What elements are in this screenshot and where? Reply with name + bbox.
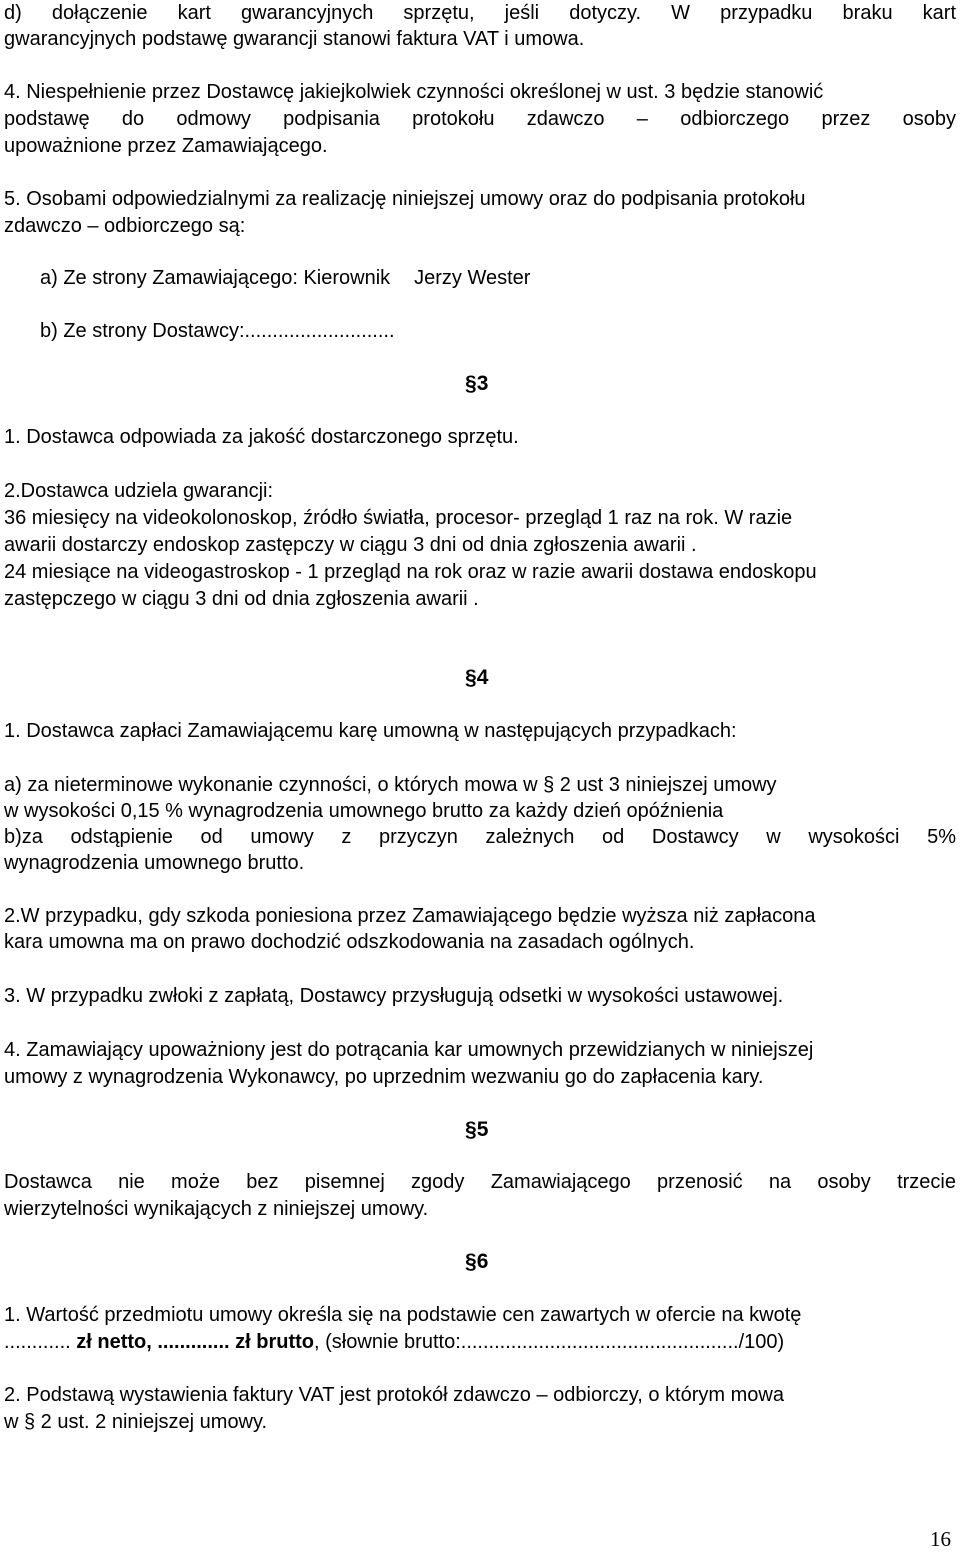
amount-blank: ............ [4, 1331, 71, 1353]
section-sign: § [465, 1118, 477, 1141]
text-line: upoważnione przez Zamawiającego. [4, 135, 328, 157]
section-number: 4 [476, 666, 489, 689]
text-line: wynagrodzenia umownego brutto. [4, 852, 305, 874]
list-item [40, 265, 530, 291]
amount-blank: ............. [151, 1331, 230, 1353]
list-item: b) Ze strony Dostawcy:........................... [40, 320, 395, 342]
text-line: d) dołączenie kart gwarancyjnych sprzętu, jeśli dotyczy. W przypadku braku kart [4, 2, 956, 24]
gross-label: zł brutto [229, 1331, 315, 1353]
text-line: w § 2 ust. 2 niniejszej umowy. [4, 1411, 268, 1433]
text-line: umowy z wynagrodzenia Wykonawcy, po uprzednim wezwaniu go do zapłacenia kary. [4, 1066, 764, 1088]
text-line: 1. Wartość przedmiotu umowy określa się na podstawie cen zawartych w ofercie na kwotę [4, 1304, 802, 1326]
text-line: 3. W przypadku zwłoki z zapłatą, Dostawcy przysługują odsetki w wysokości ustawowej. [4, 985, 784, 1007]
text-line: 2. Podstawą wystawienia faktury VAT jest protokół zdawczo – odbiorczy, o którym mowa [4, 1384, 784, 1406]
text-line: 4. Niespełnienie przez Dostawcę jakiejkolwiek czynności określonej w ust. 3 będzie stanowić [4, 81, 824, 103]
text-line: podstawę do odmowy podpisania protokołu zdawczo – odbiorczego przez osoby [4, 108, 956, 130]
section-sign: § [465, 372, 477, 395]
text-line: a) za nieterminowe wykonanie czynności, o których mowa w § 2 ust 3 niniejszej umowy [4, 774, 777, 796]
text-line: 1. Dostawca zapłaci Zamawiającemu karę umowną w następujących przypadkach: [4, 720, 737, 742]
section-heading [465, 1117, 488, 1143]
text-line: zdawczo – odbiorczego są: [4, 215, 246, 237]
section-number: 5 [476, 1118, 489, 1141]
section-sign: § [465, 1250, 477, 1273]
section-sign: § [465, 666, 477, 689]
section-number: 6 [476, 1250, 489, 1273]
text-line: kara umowna ma on prawo dochodzić odszkodowania na zasadach ogólnych. [4, 931, 695, 953]
section-heading [465, 665, 488, 691]
text-line: 2.Dostawca udziela gwarancji: [4, 480, 274, 502]
responsible-name: Jerzy Wester [414, 267, 531, 289]
text-line: 5. Osobami odpowiedzialnymi za realizację niniejszej umowy oraz do podpisania protokołu [4, 188, 806, 210]
text-line: wierzytelności wynikających z niniejszej umowy. [4, 1198, 429, 1220]
words-blank: , (słownie brutto:................................................../100) [314, 1331, 785, 1353]
net-label: zł netto, [70, 1331, 152, 1353]
text-line: Dostawca nie może bez pisemnej zgody Zamawiającego przenosić na osoby trzecie [4, 1171, 956, 1193]
section-number: 3 [476, 372, 489, 395]
text-line: zastępczego w ciągu 3 dni od dnia zgłoszenia awarii . [4, 588, 479, 610]
text-line: 2.W przypadku, gdy szkoda poniesiona przez Zamawiającego będzie wyższa niż zapłacona [4, 905, 816, 927]
section-heading [465, 1249, 488, 1275]
section-heading [465, 371, 488, 397]
text-line: 36 miesięcy na videokolonoskop, źródło światła, procesor- przegląd 1 raz na rok. W razie [4, 507, 793, 529]
responsible-label: a) Ze strony Zamawiającego: Kierownik [40, 267, 391, 289]
text-line: gwarancyjnych podstawę gwarancji stanowi faktura VAT i umowa. [4, 28, 585, 50]
text-line: 4. Zamawiający upoważniony jest do potrącania kar umownych przewidzianych w niniejszej [4, 1039, 814, 1061]
page-number: 16 [930, 1527, 951, 1551]
text-line: 1. Dostawca odpowiada za jakość dostarczonego sprzętu. [4, 426, 519, 448]
text-line: b)za odstąpienie od umowy z przyczyn zależnych od Dostawcy w wysokości 5% [4, 826, 956, 848]
text-line [4, 1329, 784, 1355]
text-line: 24 miesiące na videogastroskop - 1 przegląd na rok oraz w razie awarii dostawa endoskopu [4, 561, 817, 583]
text-line: w wysokości 0,15 % wynagrodzenia umownego brutto za każdy dzień opóźnienia [4, 800, 724, 822]
text-line: awarii dostarczy endoskop zastępczy w ciągu 3 dni od dnia zgłoszenia awarii . [4, 534, 697, 556]
